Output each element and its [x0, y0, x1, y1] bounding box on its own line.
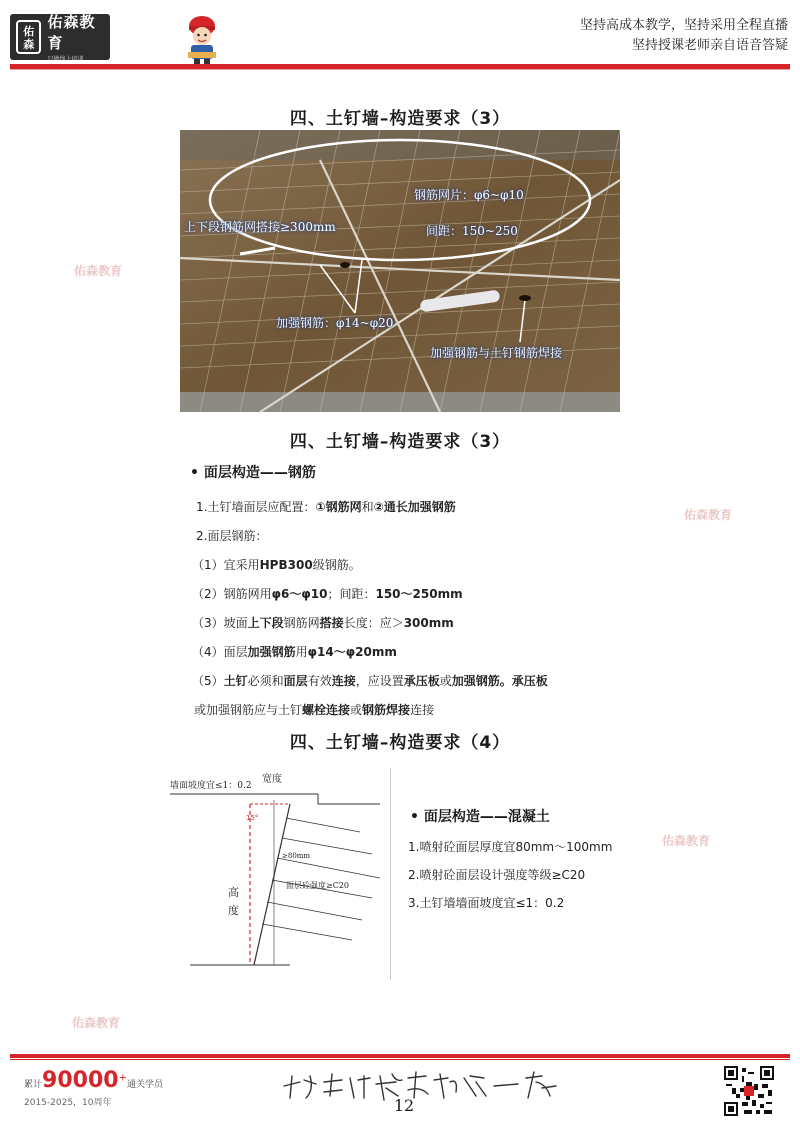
label-overlap: 上下段钢筋网搭接≥300mm	[184, 220, 336, 234]
rebar-line-5: （3）坡面上下段钢筋网搭接长度：应＞300mm	[192, 616, 454, 630]
rebar-line-2: 2.面层钢筋：	[196, 529, 268, 543]
count-suffix: 通关学员	[126, 1080, 163, 1090]
watermark: 佑森教育	[74, 264, 123, 278]
brand-seal-icon: 佑 森	[16, 20, 41, 54]
concrete-line-2: 2.喷射砼面层设计强度等级≥C20	[408, 868, 586, 882]
watermark: 佑森教育	[684, 508, 733, 522]
mascot-icon	[182, 14, 222, 64]
angle-label: 15°	[246, 814, 259, 822]
soil-nail-wall-photo	[180, 130, 620, 412]
rebar-line-4: （2）钢筋网用φ6～φ10；间距：150～250mm	[192, 587, 463, 601]
footer-stats	[24, 1068, 163, 1108]
anniversary-years: 2015-2025，10周年	[24, 1098, 112, 1108]
bullet-heading-rebar: • 面层构造——钢筋	[190, 465, 316, 481]
rebar-line-7: （5）土钉必须和面层有效连接，应设置承压板或加强钢筋。承压板	[192, 674, 548, 688]
rebar-line-6: （4）面层加强钢筋用φ14～φ20mm	[192, 645, 397, 659]
label-spacing: 间距：150~250	[426, 224, 518, 238]
rebar-line-1: 1.土钉墙面层应配置：①钢筋网和②通长加强钢筋	[196, 500, 456, 514]
bullet-heading-concrete: • 面层构造——混凝土	[410, 809, 550, 825]
rebar-line-8: 或加强钢筋应与土钉螺栓连接或钢筋焊接连接	[194, 703, 435, 717]
brand-logo	[10, 13, 110, 63]
header-slogan-2: 坚持授课老师亲自语音答疑	[631, 38, 788, 53]
footer-divider	[10, 1054, 790, 1058]
section-title-1: 四、土钉墙–构造要求（3）	[289, 109, 511, 129]
page-header	[0, 0, 800, 70]
concrete-line-3: 3.土钉墙墙面坡度宜≤1：0.2	[408, 896, 565, 910]
brand-slogan: 只做线上培训	[47, 56, 84, 63]
concrete-line-1: 1.喷射砼面层厚度宜80mm～100mm	[408, 840, 613, 854]
count-prefix: 累计	[24, 1080, 43, 1090]
strength-label: 面层砼强度≥C20	[286, 881, 350, 890]
header-divider	[10, 64, 790, 69]
brand-name: 佑森教育	[47, 13, 96, 52]
section-title-2: 四、土钉墙–构造要求（3）	[289, 432, 511, 452]
height-label-2: 度	[228, 904, 239, 917]
section-title-3: 四、土钉墙–构造要求（4）	[289, 733, 511, 753]
width-label: 宽度	[262, 774, 282, 785]
column-divider	[390, 768, 391, 980]
rebar-line-3: （1）宜采用HPB300级钢筋。	[192, 558, 361, 572]
page-number: 12	[393, 1096, 415, 1115]
student-count: 90000	[42, 1068, 119, 1093]
count-plus: +	[118, 1072, 127, 1084]
slope-diagram	[150, 760, 390, 980]
label-mesh: 钢筋网片：φ6~φ10	[414, 188, 524, 202]
header-slogans	[580, 16, 788, 56]
slope-label: 墙面坡度宜≤1：0.2	[170, 781, 252, 791]
header-slogan-1: 坚持高成本教学，坚持采用全程直播	[579, 18, 788, 33]
label-reinforce: 加强钢筋：φ14~φ20	[276, 316, 394, 330]
qr-code-icon	[724, 1066, 774, 1116]
watermark: 佑森教育	[72, 1016, 121, 1030]
handwritten-signature	[280, 1068, 570, 1118]
height-label-1: 高	[228, 886, 239, 899]
label-weld: 加强钢筋与土钉钢筋焊接	[430, 346, 563, 360]
watermark: 佑森教育	[662, 834, 711, 848]
mesh-photo-illustration	[180, 130, 620, 412]
thickness-label: ≥80mm	[282, 852, 311, 860]
